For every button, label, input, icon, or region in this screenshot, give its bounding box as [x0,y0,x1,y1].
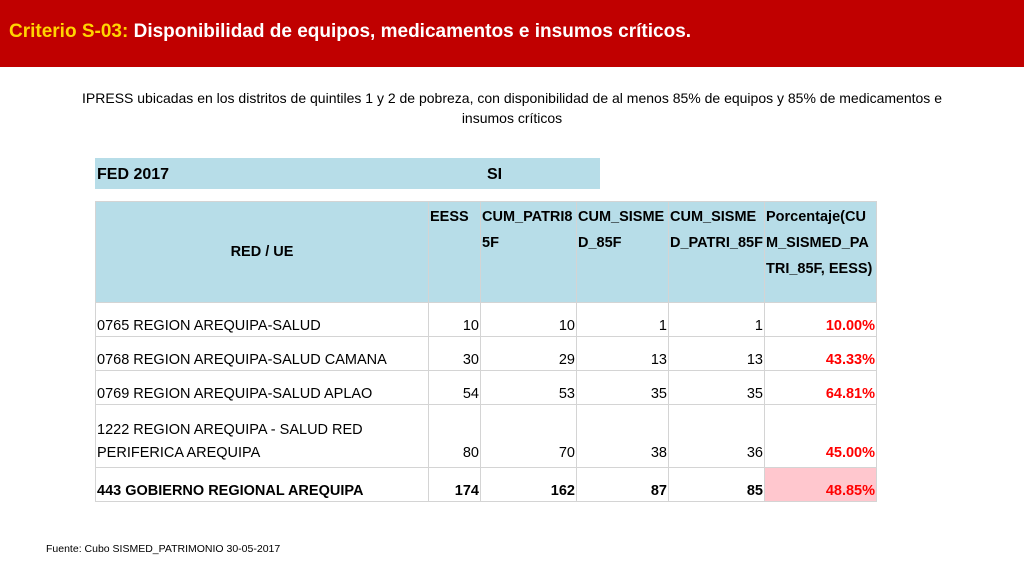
fed-value: SI [487,166,503,183]
total-eess: 174 [429,468,481,502]
table-row [96,371,877,405]
total-pct: 48.85% [765,468,877,502]
fed-label: FED 2017 [97,166,170,183]
header-cum-patri: CUM_PATRI85F [481,202,577,303]
cell-pct: 43.33% [765,337,877,371]
title-text: Disponibilidad de equipos, medicamentos e insumos críticos. [133,21,692,42]
cell-sismed: 1 [577,303,669,337]
header-cum-sismed-patri: CUM_SISMED_PATRI_85F [669,202,765,303]
cell-pct: 10.00% [765,303,877,337]
cell-eess: 10 [429,303,481,337]
cell-red: 0769 REGION AREQUIPA-SALUD APLAO [96,371,429,405]
cell-sismed-patri: 13 [669,337,765,371]
total-sismed-patri: 85 [669,468,765,502]
title-prefix: Criterio S-03: [9,21,129,42]
header-cum-sismed: CUM_SISMED_85F [577,202,669,303]
cell-sismed: 38 [577,405,669,468]
total-sismed: 87 [577,468,669,502]
header-porcentaje: Porcentaje(CUM_SISMED_PATRI_85F, EESS) [765,202,877,303]
cell-sismed-patri: 1 [669,303,765,337]
cell-eess: 80 [429,405,481,468]
subtitle: IPRESS ubicadas en los distritos de quintiles 1 y 2 de pobreza, con disponibilidad de al menos 85% de equipos y 85% de medicamentos e insumos críticos [82,90,942,126]
page-title [9,21,691,43]
cell-sismed-patri: 35 [669,371,765,405]
total-patri: 162 [481,468,577,502]
table-header-row [96,202,877,303]
cell-patri: 70 [481,405,577,468]
total-red: 443 GOBIERNO REGIONAL AREQUIPA [96,468,429,502]
cell-patri: 29 [481,337,577,371]
source-note: Fuente: Cubo SISMED_PATRIMONIO 30-05-2017 [46,543,281,555]
header-eess: EESS [429,202,481,303]
cell-red: 0765 REGION AREQUIPA-SALUD [96,303,429,337]
cell-sismed-patri: 36 [669,405,765,468]
cell-sismed: 13 [577,337,669,371]
table-row [96,303,877,337]
cell-patri: 53 [481,371,577,405]
cell-pct: 64.81% [765,371,877,405]
table-row [96,337,877,371]
cell-patri: 10 [481,303,577,337]
cell-sismed: 35 [577,371,669,405]
fed-bar [95,158,600,189]
cell-eess: 30 [429,337,481,371]
table-row [96,405,877,468]
header-red-ue: RED / UE [96,202,429,303]
cell-red: 1222 REGION AREQUIPA - SALUD RED PERIFERICA AREQUIPA [96,405,429,468]
data-table [95,201,877,502]
table-total-row [96,468,877,502]
cell-pct: 45.00% [765,405,877,468]
cell-eess: 54 [429,371,481,405]
cell-red: 0768 REGION AREQUIPA-SALUD CAMANA [96,337,429,371]
